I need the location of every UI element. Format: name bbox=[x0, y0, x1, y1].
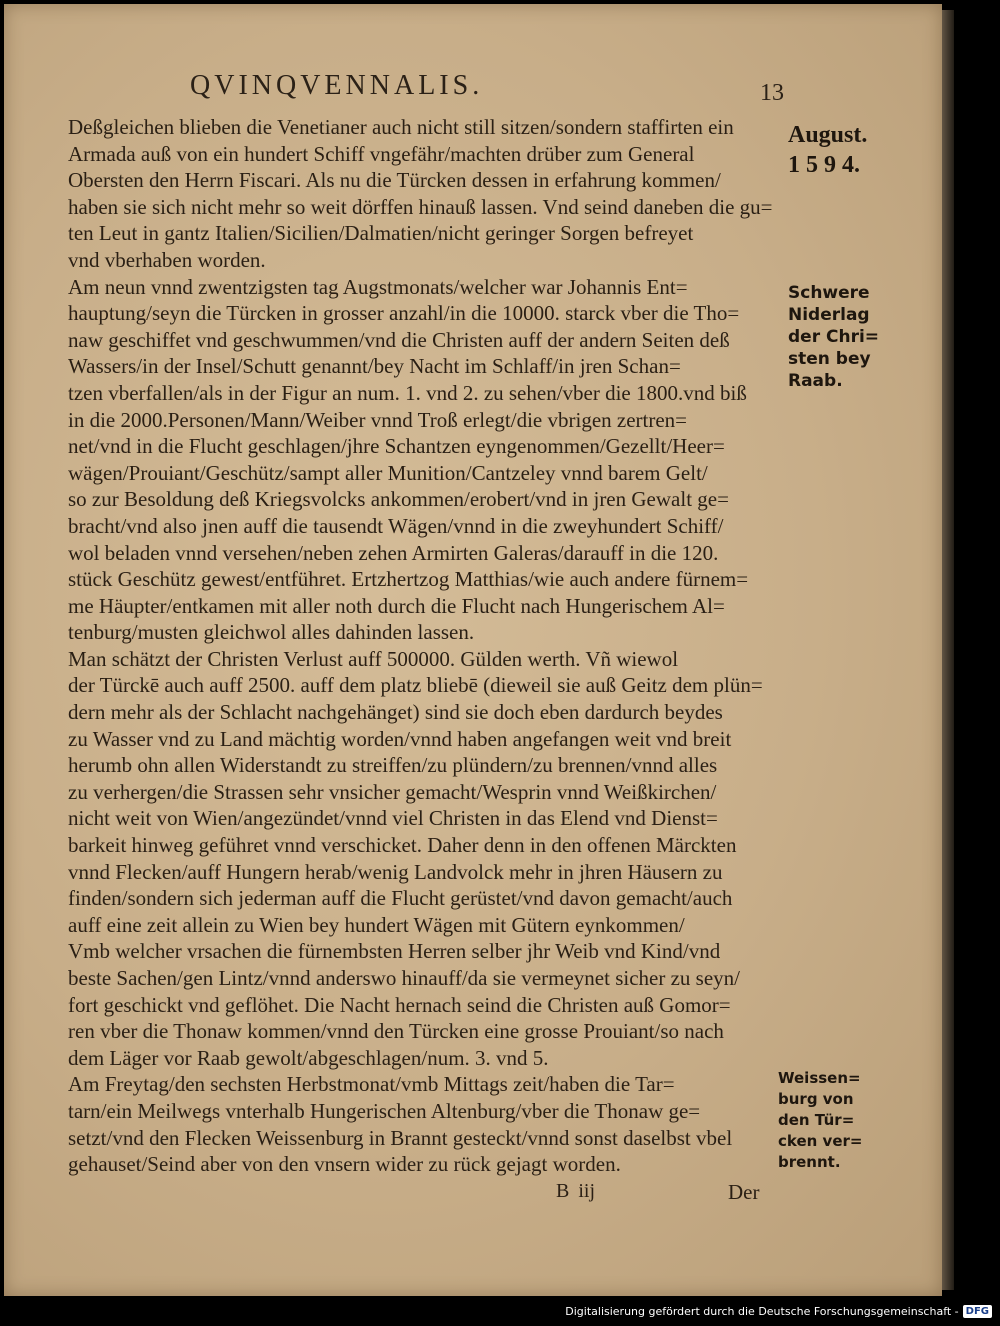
text-line: haben sie sich nicht mehr so weit dörffen hinauß lassen. Vnd seind daneben die gu= bbox=[68, 194, 773, 219]
text-line: wägen/Prouiant/Geschütz/sampt aller Munition/Cantzeley vnnd barem Gelt/ bbox=[68, 460, 708, 485]
page-number: 13 bbox=[760, 80, 784, 106]
margin-note-date bbox=[788, 120, 867, 180]
text-line: gehauset/Seind aber von den vnsern wider zu rück gejagt worden. bbox=[68, 1152, 621, 1177]
text-line: Man schätzt der Christen Verlust auff 500000. Gülden werth. Vñ wiewol bbox=[68, 646, 679, 671]
text-line: Vmb welcher vrsachen die fürnembsten Herren selber jhr Weib vnd Kind/vnd bbox=[68, 939, 721, 964]
text-line: zu verhergen/die Strassen sehr vnsicher gemacht/Wesprin vnnd Weißkirchen/ bbox=[68, 779, 717, 804]
margin-note-line: sten bey bbox=[788, 349, 871, 369]
text-line: ten Leut in gantz Italien/Sicilien/Dalmatien/nicht geringer Sorgen befreyet bbox=[68, 221, 694, 246]
margin-note-line: Weissen= bbox=[778, 1069, 861, 1087]
text-line: Armada auß von ein hundert Schiff vngefähr/machten drüber zum General bbox=[68, 141, 695, 166]
text-line: bracht/vnd also jnen auff die tausendt Wägen/vnnd in die zweyhundert Schiff/ bbox=[68, 513, 724, 538]
text-line: naw geschiffet vnd geschwummen/vnd die Christen auff der andern Seiten deß bbox=[68, 327, 730, 352]
margin-note-line: August. bbox=[788, 122, 868, 148]
margin-note-raab bbox=[788, 282, 879, 392]
text-line: Obersten den Herrn Fiscari. Als nu die Türcken dessen in erfahrung kommen/ bbox=[68, 168, 721, 193]
text-line: der Türckē auch auff 2500. auff dem platz bliebē (dieweil sie auß Geitz dem plün= bbox=[68, 673, 763, 698]
margin-note-line: Schwere bbox=[788, 283, 870, 303]
dfg-logo: DFG bbox=[963, 1305, 992, 1318]
footer-credit: Digitalisierung gefördert durch die Deutsche Forschungsgemeinschaft - bbox=[565, 1305, 959, 1318]
text-line: so zur Besoldung deß Kriegsvolcks ankommen/erobert/vnd in jren Gewalt ge= bbox=[68, 487, 729, 512]
margin-note-line: cken ver= bbox=[778, 1132, 863, 1150]
signature-mark: B iij bbox=[556, 1180, 596, 1202]
text-line: dern mehr als der Schlacht nachgehänget) sind sie doch eben dardurch beydes bbox=[68, 700, 723, 725]
catchword: Der bbox=[728, 1180, 760, 1204]
text-line: auff eine zeit allein zu Wien bey hundert Wägen mit Gütern eynkommen/ bbox=[68, 912, 685, 937]
text-line: Am Freytag/den sechsten Herbstmonat/vmb Mittags zeit/haben die Tar= bbox=[68, 1072, 675, 1097]
page-edge-shadow bbox=[942, 10, 954, 1290]
text-line: setzt/vnd den Flecken Weissenburg in Brannt gesteckt/vnnd sonst daselbst vbel bbox=[68, 1125, 733, 1150]
text-line: fort geschickt vnd geflöhet. Die Nacht hernach seind die Christen auß Gomor= bbox=[68, 992, 731, 1017]
text-line: Wassers/in der Insel/Schutt genannt/bey Nacht im Schlaff/in jren Schan= bbox=[68, 354, 681, 379]
text-line: dem Läger vor Raab gewolt/abgeschlagen/num. 3. vnd 5. bbox=[68, 1045, 549, 1070]
text-line: barkeit hinweg geführet vnnd verschicket. Daher denn in den offenen Märckten bbox=[68, 833, 737, 858]
text-line: in die 2000.Personen/Mann/Weiber vnnd Troß erlegt/die vbrigen zertren= bbox=[68, 407, 688, 432]
margin-note-line: den Tür= bbox=[778, 1111, 855, 1129]
text-line: hauptung/seyn die Türcken in grosser anzahl/in die 10000. starck vber die Tho= bbox=[68, 301, 740, 326]
margin-note-line: brennt. bbox=[778, 1153, 841, 1171]
text-line: tzen vberfallen/als in der Figur an num. 1. vnd 2. zu sehen/vber die 1800.vnd biß bbox=[68, 380, 747, 405]
text-line: vnd vberhaben worden. bbox=[68, 247, 266, 272]
text-line: stück Geschütz gewest/entführet. Ertzhertzog Matthias/wie auch andere fürnem= bbox=[68, 567, 749, 592]
text-line: Deßgleichen blieben die Venetianer auch nicht still sitzen/sondern staffirten ein bbox=[68, 115, 734, 139]
text-line: tarn/ein Meilwegs vnterhalb Hungerischen Altenburg/vber die Thonaw ge= bbox=[68, 1098, 701, 1123]
text-line: herumb ohn allen Widerstandt zu streiffen/zu plündern/zu brennen/vnnd alles bbox=[68, 753, 718, 778]
text-line: finden/sondern sich jederman auff die Flucht gerüstet/vnd davon gemacht/auch bbox=[68, 886, 733, 911]
text-line: nicht weit von Wien/angezündet/vnnd viel Christen in das Elend vnd Dienst= bbox=[68, 806, 718, 831]
text-line: me Häupter/entkamen mit aller noth durch die Flucht nach Hungerischem Al= bbox=[68, 593, 725, 618]
text-line: zu Wasser vnd zu Land mächtig worden/vnnd haben angefangen weit vnd breit bbox=[68, 726, 732, 751]
text-line: beste Sachen/gen Lintz/vnnd anderswo hinauff/da sie vermeynet sicher zu seyn/ bbox=[68, 966, 740, 990]
margin-note-line: Niderlag bbox=[788, 305, 870, 325]
text-line: vnnd Flecken/auff Hungern herab/wenig Landvolck mehr in jhren Häusern zu bbox=[68, 859, 723, 884]
text-line: tenburg/musten gleichwol alles dahinden lassen. bbox=[68, 620, 475, 645]
text-line: Am neun vnnd zwentzigsten tag Augstmonats/welcher war Johannis Ent= bbox=[68, 274, 688, 299]
text-line: net/vnd in die Flucht geschlagen/jhre Schantzen eyngenommen/Gezellt/Heer= bbox=[68, 434, 725, 459]
body-text bbox=[68, 114, 780, 1178]
margin-note-line: der Chri= bbox=[788, 327, 880, 347]
margin-note-line: Raab. bbox=[788, 371, 843, 391]
margin-note-line: burg von bbox=[778, 1090, 854, 1108]
running-title: QVINQVENNALIS. bbox=[190, 70, 484, 101]
digitization-footer bbox=[565, 1305, 992, 1318]
text-line: wol beladen vnnd versehen/neben zehen Armirten Galeras/darauff in die 120. bbox=[68, 540, 719, 565]
text-line: ren vber die Thonaw kommen/vnnd den Türcken eine grosse Prouiant/so nach bbox=[68, 1019, 724, 1044]
margin-note-line: 1 5 9 4. bbox=[788, 152, 860, 178]
margin-note-weissenburg bbox=[778, 1068, 862, 1173]
